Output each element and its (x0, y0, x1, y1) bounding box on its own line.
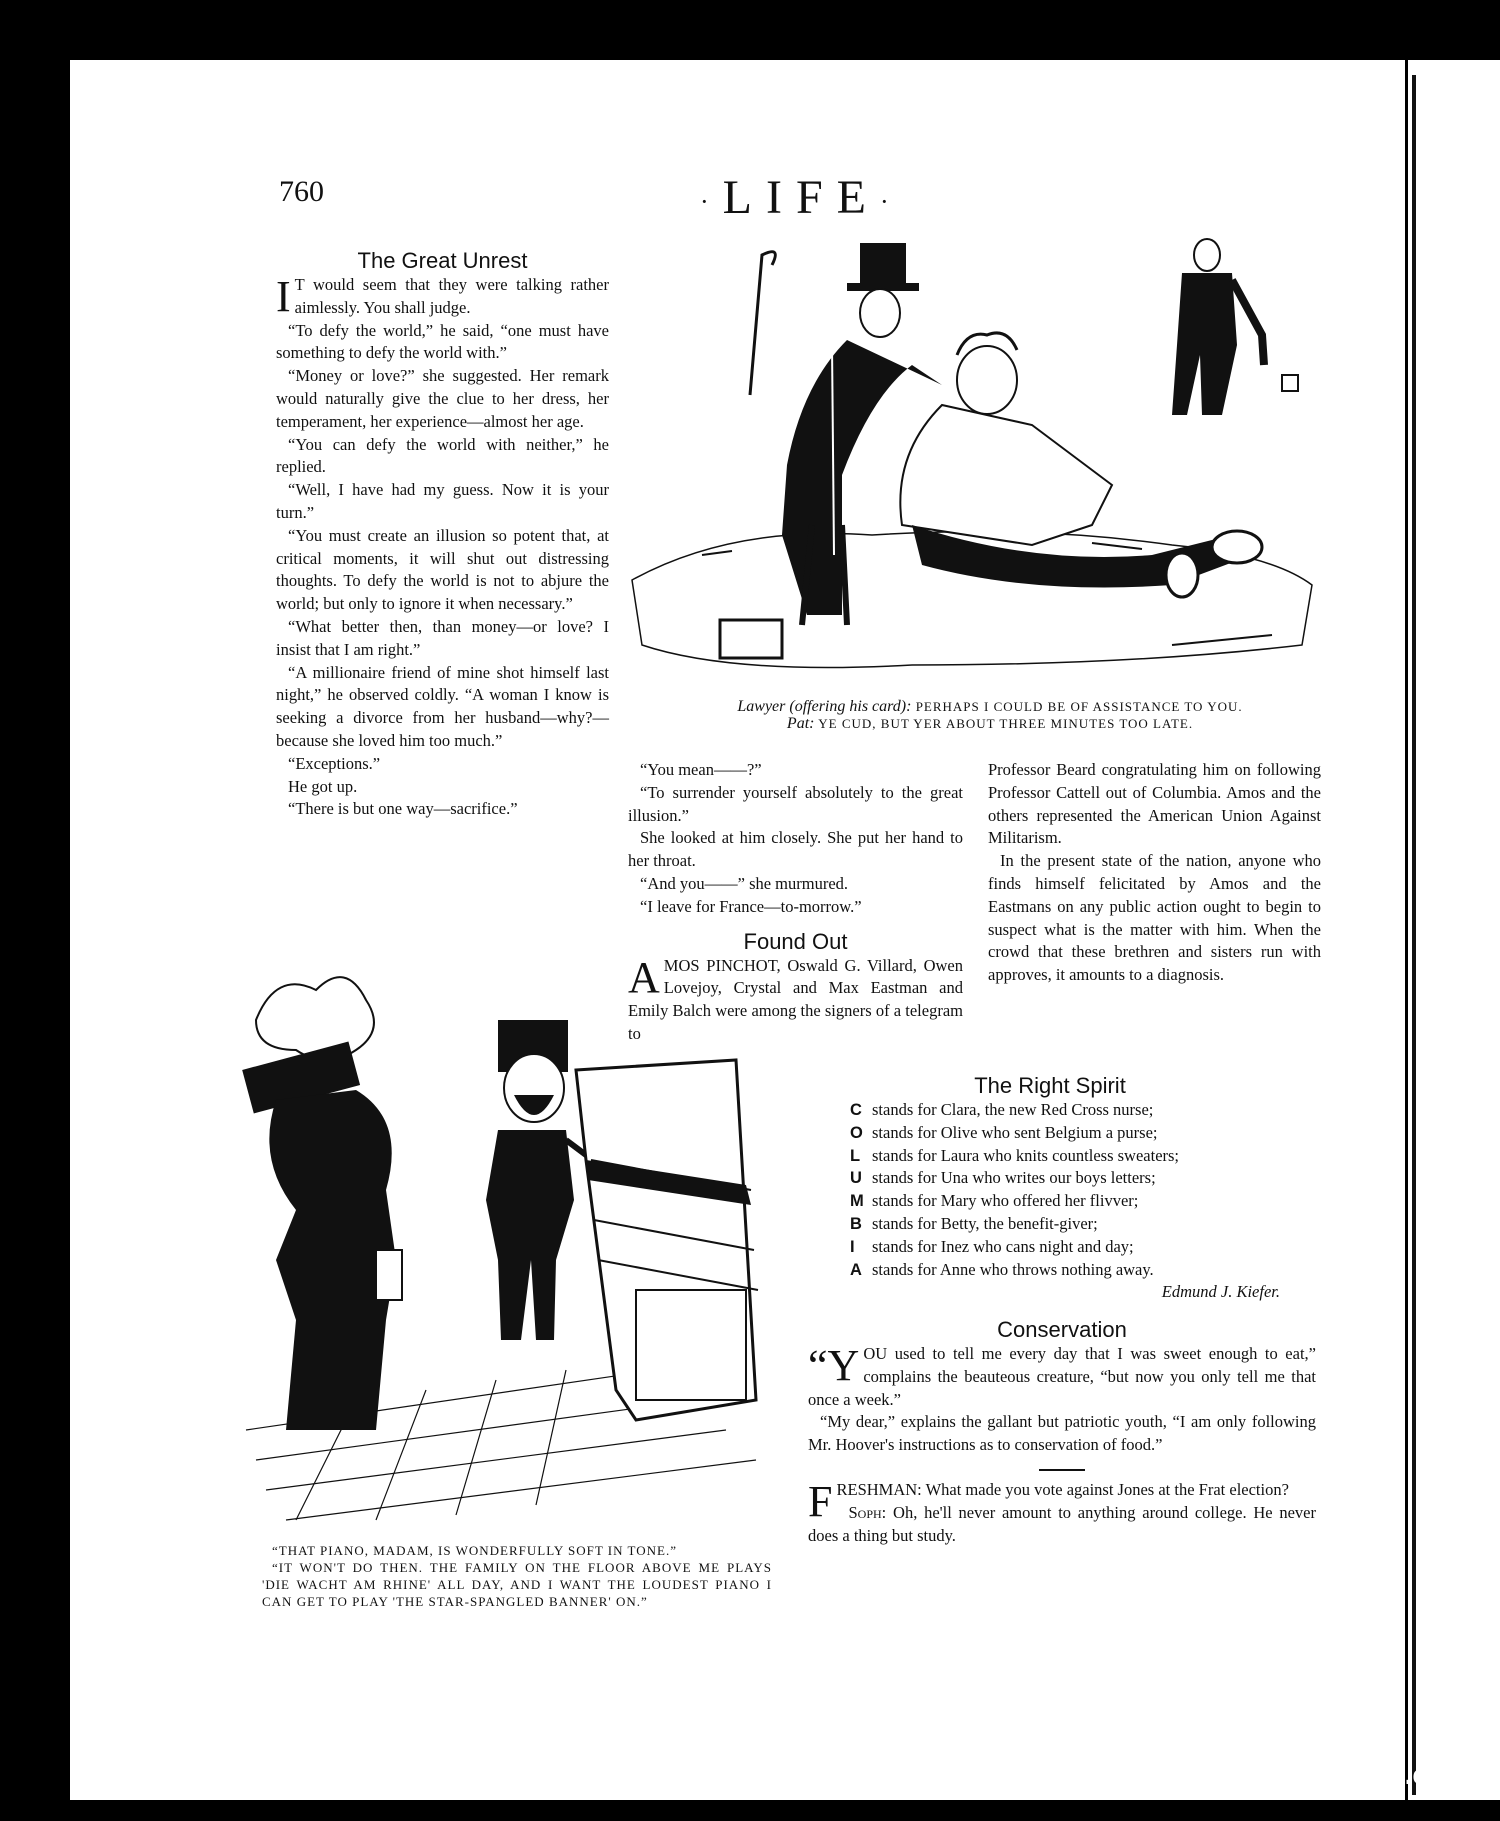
paragraph: “You must create an illusion so potent that, at critical moments, it will shut out distressing thoughts. To defy the world is not to abjure the world; but only to ignore it when necessary.” (276, 525, 609, 614)
section-divider (1039, 1469, 1085, 1471)
freshman-dialogue: FRESHMAN: What made you vote against Jones at the Frat election? (808, 1476, 1289, 1526)
poem-line: L stands for Laura who knits countless sweaters; (850, 1145, 1180, 1165)
paragraph: “Money or love?” she suggested. Her remark would naturally give the clue to her dress, her temperament, her experience—almost her age. (276, 366, 609, 431)
paragraph: “What better then, than money—or love? I insist that I am right.” (276, 616, 609, 659)
poem-line: C stands for Clara, the new Red Cross nurse; (850, 1100, 1154, 1119)
found-out-first-paragraph: AMOS PINCHOT, Oswald G. Villard, Owen Lovejoy, Crystal and Max Eastman and Emily Balch were among the signers of a telegram to (628, 952, 963, 1043)
paragraph: “My dear,” explains the gallant but patriotic youth, “I am only following Mr. Hoover's instructions as to conservation of food.” (808, 1412, 1316, 1455)
conservation-first-paragraph: “YOU used to tell me every day that I was sweet enough to eat,” complains the beauteous creature, “but now you only tell me that once a week.” (808, 1341, 1316, 1409)
lawyer-cartoon-caption: Lawyer (offering his card): PERHAPS I COULD BE OF ASSISTANCE TO YOU. Pat: YE CUD, BUT YER ABOUT THREE MINUTES TOO LATE. (737, 698, 1243, 732)
drop-cap: F (808, 1476, 833, 1526)
great-unrest-article (276, 248, 609, 821)
right-spirit-poem (850, 1073, 1290, 1304)
watermark-logo: comicbooks.com (1241, 1759, 1470, 1790)
paragraph: “Exceptions.” (288, 753, 381, 773)
poem-line: M stands for Mary who offered her flivver; (850, 1191, 1139, 1211)
paragraph: “To surrender yourself absolutely to the great illusion.” (628, 782, 963, 825)
found-out-title: Found Out (743, 928, 848, 954)
piano-cartoon (236, 952, 776, 1540)
paragraph: He got up. (288, 776, 358, 796)
poem-line: B stands for Betty, the benefit-giver; (850, 1213, 1098, 1233)
poem-line: U stands for Una who writes our boys letters; (850, 1168, 1156, 1188)
page-number: 760 (279, 175, 324, 208)
drop-cap: A (628, 952, 660, 1002)
drop-cap: “Y (808, 1341, 860, 1390)
paragraph: “You can defy the world with neither,” he replied. (276, 434, 609, 477)
conservation-article (808, 1317, 1316, 1547)
great-unrest-title: The Great Unrest (357, 248, 528, 273)
poem-line: I stands for Inez who cans night and day; (850, 1236, 1134, 1256)
poem-line: A stands for Anne who throws nothing away. (850, 1259, 1154, 1279)
poem-author: Edmund J. Kiefer. (1161, 1282, 1280, 1302)
drop-cap: I (276, 272, 291, 321)
page-fold-line (1412, 75, 1416, 1795)
right-column (988, 759, 1321, 987)
paragraph: She looked at him closely. She put her hand to her throat. (628, 828, 963, 871)
poem-line: O stands for Olive who sent Belgium a purse; (850, 1122, 1158, 1142)
paragraph: “Well, I have had my guess. Now it is your turn.” (276, 480, 609, 522)
paragraph: “There is but one way—sacrifice.” (288, 799, 518, 819)
paragraph: In the present state of the nation, anyone who finds himself felicitated by Amos and the Eastmans on any public action ought to begin to suspect what is the matter with him. When the crowd that these brethren and sisters run with approves, it amounts to a diagnosis. (988, 851, 1321, 985)
masthead: ·LIFE· (700, 171, 903, 224)
paragraph: “I leave for France—to-morrow.” (640, 896, 862, 916)
paragraph: “A millionaire friend of mine shot himself last night,” he observed coldly. “A woman I know is seeking a divorce from her husband—why?—because she loved him too much.” (276, 662, 609, 750)
lawyer-cartoon (612, 225, 1332, 695)
soph-dialogue: Soph: Oh, he'll never amount to anything around college. He never does a thing but study. (808, 1502, 1317, 1545)
paragraph: “You mean——?” (640, 760, 762, 779)
paragraph: “To defy the world,” he said, “one must have something to defy the world with.” (276, 320, 609, 363)
paragraph: “And you——” she murmured. (640, 873, 849, 893)
piano-cartoon-caption: “THAT PIANO, MADAM, IS WONDERFULLY SOFT IN TONE.” “IT WON'T DO THEN. THE FAMILY ON THE FLOOR ABOVE ME PLAYS 'DIE WACHT AM RHINE' ALL DAY, AND I WANT THE LOUDEST PIANO I CAN GET TO PLAY 'THE STAR-SPANGLED BANNER' ON.” (262, 1543, 772, 1609)
paragraph: Professor Beard congratulating him on following Professor Cattell out of Columbia. Amos and the others represented the American Union Against Militarism. (988, 760, 1321, 848)
facing-page-edge (1408, 60, 1500, 1800)
great-unrest-first-paragraph: I T would seem that they were talking rather aimlessly. You shall judge. (276, 272, 609, 321)
right-spirit-title: The Right Spirit (974, 1073, 1126, 1098)
conservation-title: Conservation (997, 1317, 1127, 1342)
